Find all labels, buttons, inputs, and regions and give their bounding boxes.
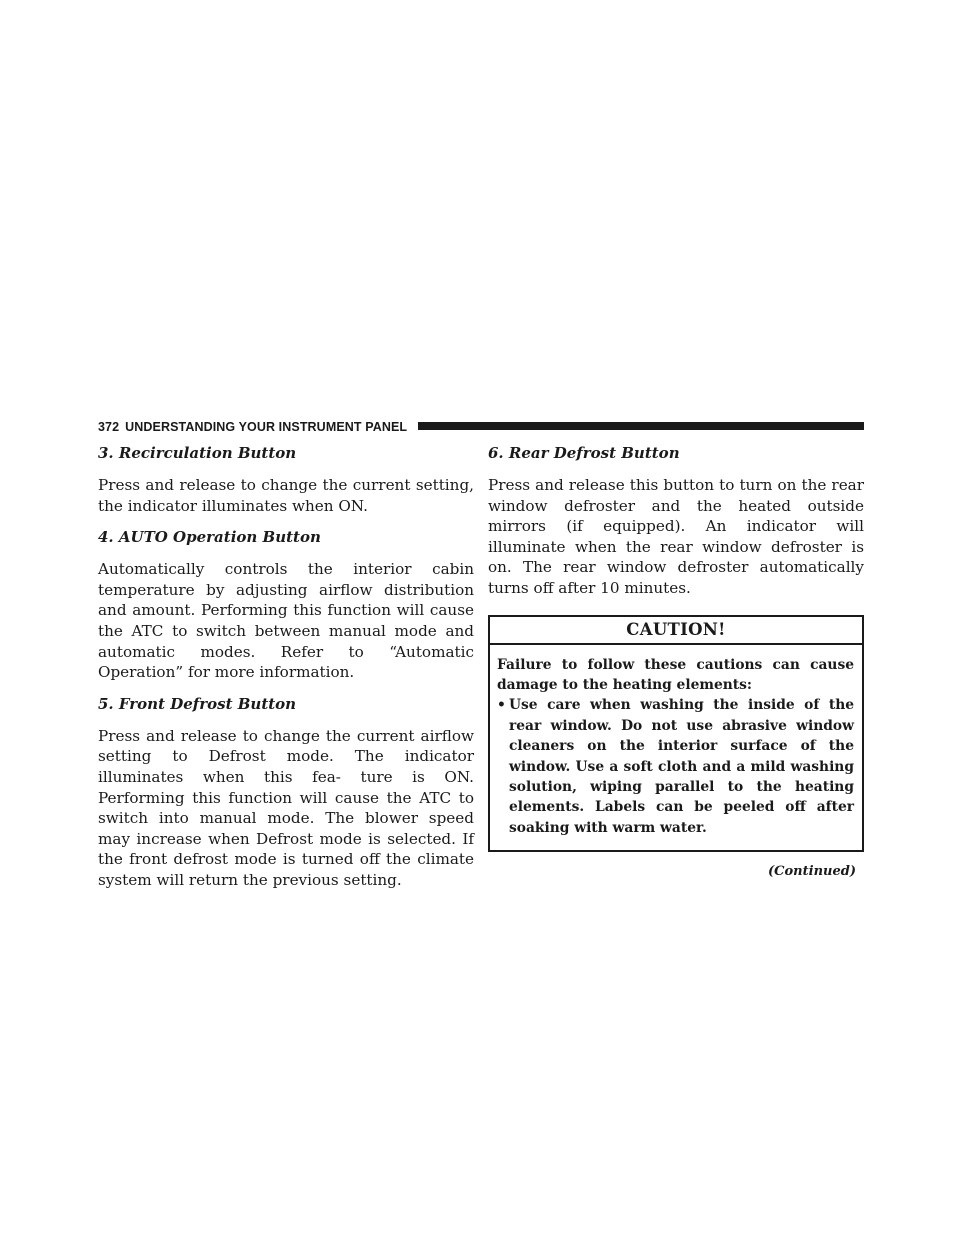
caution-body [490, 645, 862, 851]
header-text [98, 419, 407, 435]
page-number: 372 [98, 420, 120, 434]
right-column [488, 443, 864, 883]
page-header [98, 418, 864, 438]
recirculation-body: Press and release to change the current setting, the indicator illuminates when ON. [98, 476, 474, 515]
front-defrost-body: Press and release to change the current airflow setting to Defrost mode. The indicator illuminates when this fea- ture is ON. Performing this function will cause the ATC to switch into manual mode. The blower speed may increase when Defrost mode is selected. If the front defrost mode is turned off the climate system will return the previous setting. [98, 726, 474, 889]
auto-operation-body: Automatically controls the interior cabin temperature by adjusting airflow distribution and amount. Performing this function will cause the ATC to switch between manual mode and automatic modes. Refer to “Automatic Operation” for more information. [98, 560, 474, 682]
caution-bullet [497, 695, 854, 838]
front-defrost-heading: 5. Front Defrost Button [98, 694, 297, 713]
rear-defrost-heading: 6. Rear Defrost Button [488, 444, 680, 462]
rear-defrost-body: Press and release this button to turn on the rear window defroster and the heated outside mirrors (if equipped). An indicator will illuminate when the rear window defroster is on. The rear window defroster automatically turns off after 10 minutes. [488, 476, 864, 597]
caution-title: CAUTION! [490, 617, 862, 645]
recirculation-heading: 3. Recirculation Button [98, 444, 297, 462]
caution-box [488, 615, 864, 853]
header-rule [418, 422, 864, 430]
left-column [98, 443, 474, 902]
section-title: UNDERSTANDING YOUR INSTRUMENT PANEL [125, 420, 408, 434]
continued-note: (Continued) [768, 864, 856, 880]
caution-bullet-text: Use care when washing the inside of the rear window. Do not use abrasive window cleaners on the interior surface of the window. Use a soft cloth and a mild washing solution, wiping parallel to the heating elements. Labels can be peeled off after soaking with warm water. [509, 697, 854, 836]
auto-operation-heading: 4. AUTO Operation Button [98, 528, 321, 547]
caution-intro: Failure to follow these cautions can cause damage to the heating elements: [497, 656, 854, 693]
bullet-symbol: • [497, 697, 506, 714]
